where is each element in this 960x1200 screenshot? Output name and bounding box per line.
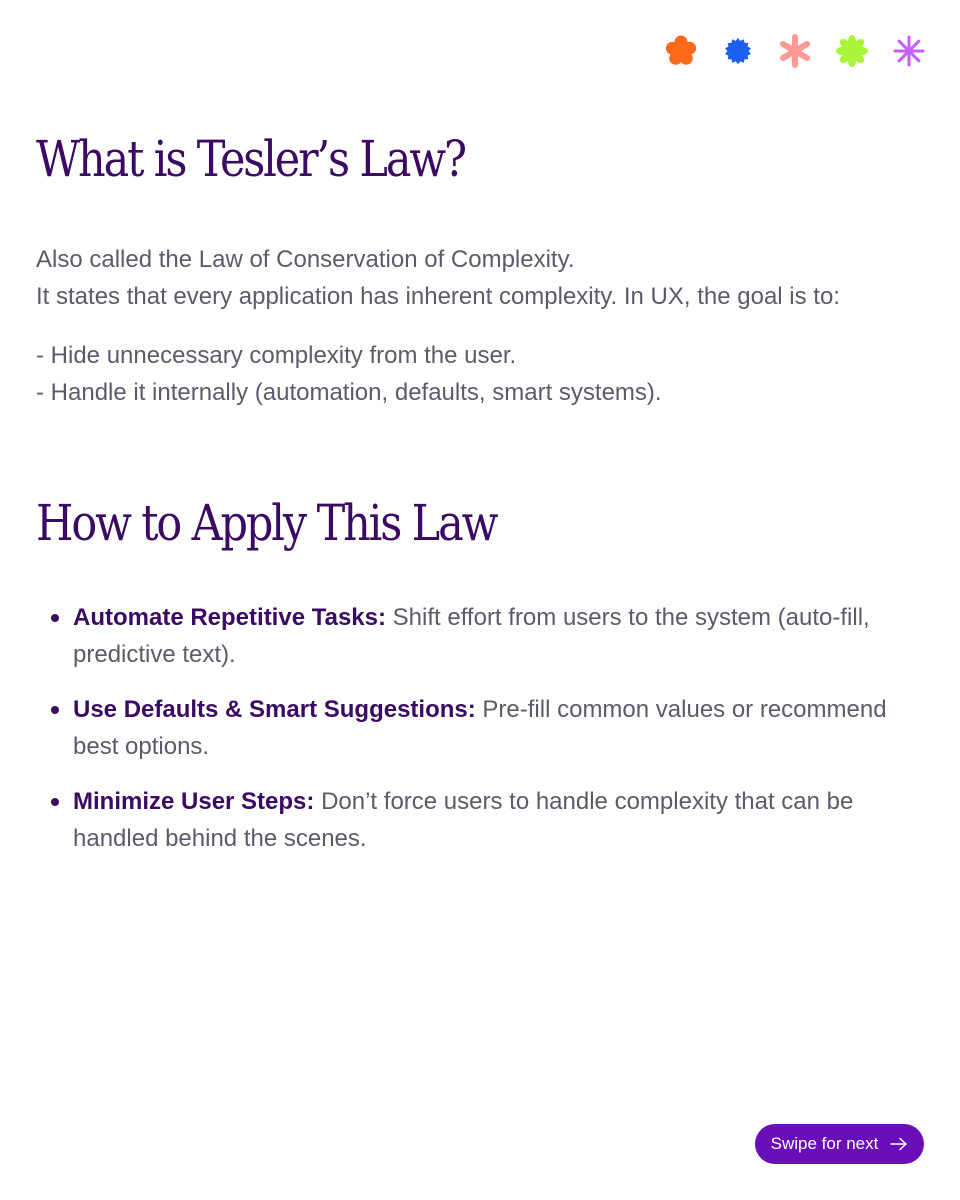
goal-item: - Handle it internally (automation, defaults, smart systems).	[36, 379, 662, 406]
purple-spark-icon	[892, 34, 926, 68]
swipe-next-label: Swipe for next	[770, 1134, 879, 1153]
section-title-how-to-apply: How to Apply This Law	[36, 494, 497, 552]
section-title-teslers-law: What is Tesler’s Law?	[36, 130, 465, 188]
goal-item: - Hide unnecessary complexity from the user.	[36, 342, 517, 369]
apply-item-heading: Minimize User Steps:	[73, 788, 315, 815]
decorative-shapes	[664, 34, 926, 68]
orange-flower-icon	[664, 34, 698, 68]
apply-item-text: Don’t force users to handle complexity that can be handled behind the scenes.	[73, 788, 854, 852]
green-flower-icon	[835, 34, 869, 68]
arrow-right-icon	[890, 1137, 908, 1151]
blue-badge-icon	[721, 34, 755, 68]
apply-item	[73, 599, 920, 673]
intro-line: It states that every application has inherent complexity. In UX, the goal is to:	[36, 283, 840, 310]
intro-line: Also called the Law of Conservation of Complexity.	[36, 246, 575, 273]
apply-item	[73, 691, 920, 765]
apply-item-text: Shift effort from users to the system (auto-fill, predictive text).	[73, 604, 870, 668]
apply-list	[36, 599, 920, 857]
swipe-next-button[interactable]	[755, 1124, 924, 1164]
goal-list	[36, 337, 920, 411]
apply-item-heading: Automate Repetitive Tasks:	[73, 604, 386, 631]
apply-item-heading: Use Defaults & Smart Suggestions:	[73, 696, 476, 723]
apply-item	[73, 783, 920, 857]
main-content	[36, 132, 920, 875]
apply-item-text: Pre-fill common values or recommend best options.	[73, 696, 887, 760]
intro-paragraph	[36, 241, 920, 315]
pink-asterisk-icon	[778, 34, 812, 68]
